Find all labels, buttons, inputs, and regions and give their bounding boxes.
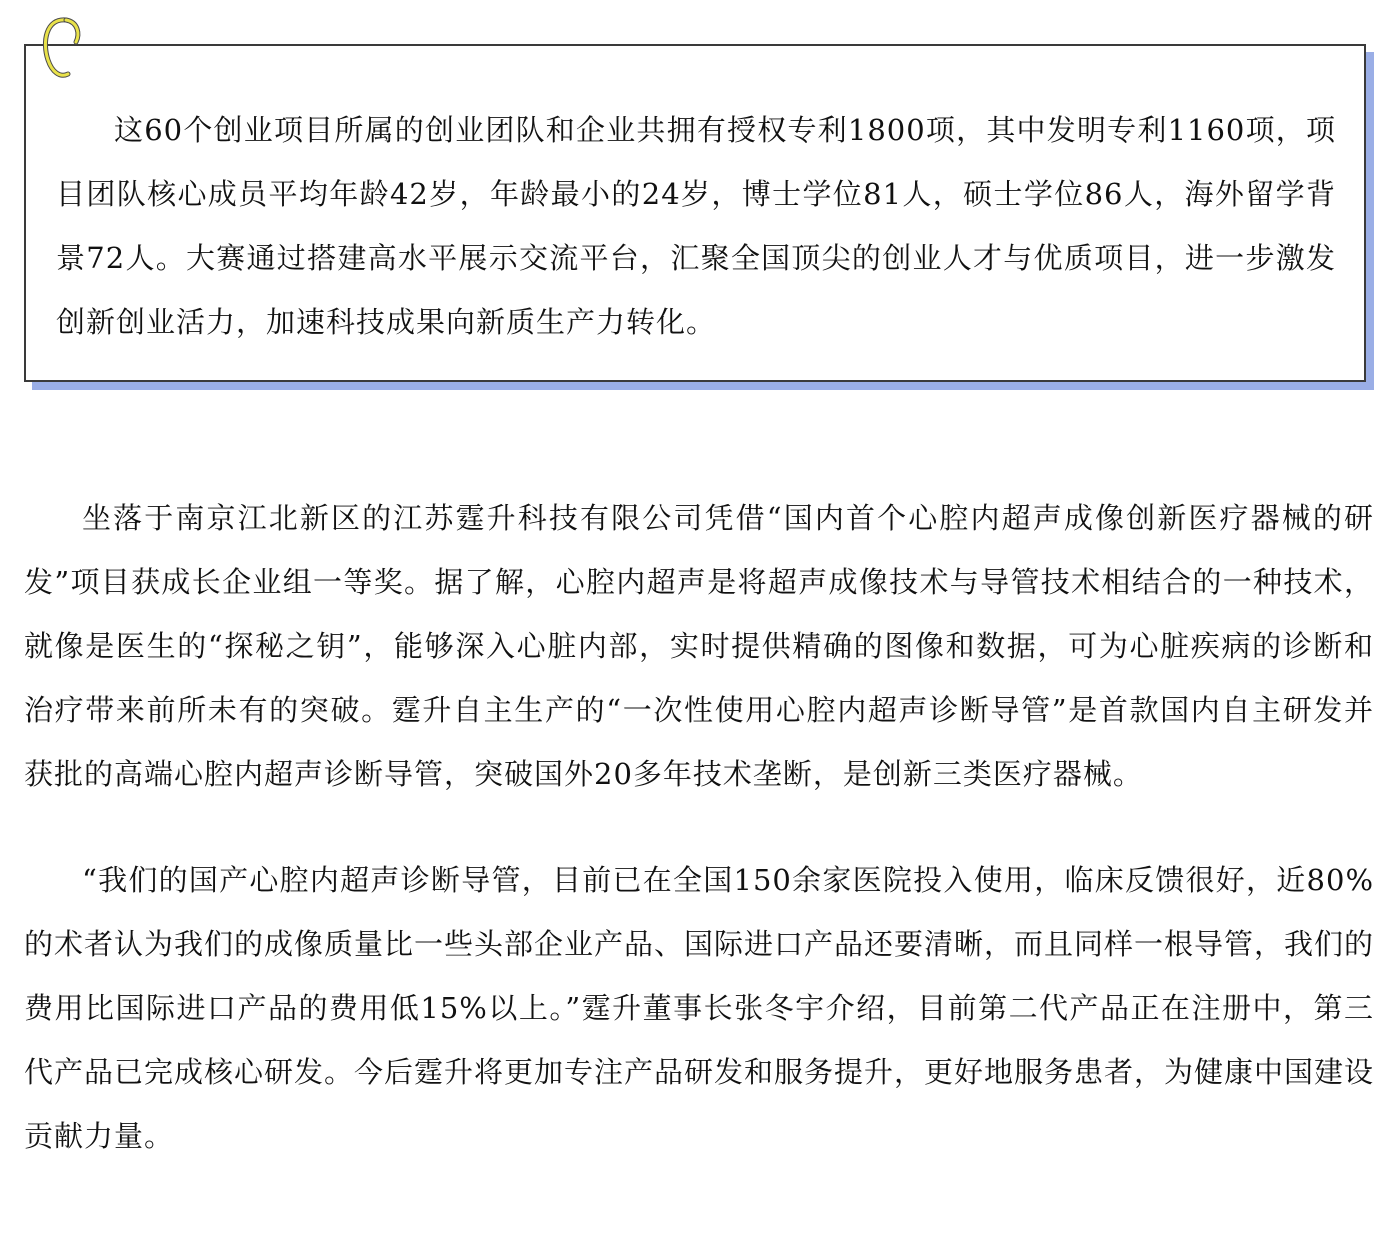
paperclip-icon: [38, 12, 86, 84]
article-paragraph: “我们的国产心腔内超声诊断导管，目前已在全国150余家医院投入使用，临床反馈很好，近80%的术者认为我们的成像质量比一些头部企业产品、国际进口产品还要清晰，而且同样一根导管，我们的费用比国际进口产品的费用低15%以上。”霆升董事长张冬宇介绍，目前第二代产品正在注册中，第三代产品已完成核心研发。今后霆升将更加专注产品研发和服务提升，更好地服务患者，为健康中国建设贡献力量。: [24, 863, 1375, 1153]
callout-text: 这60个创业项目所属的创业团队和企业共拥有授权专利1800项，其中发明专利1160项，项目团队核心成员平均年龄42岁，年龄最小的24岁，博士学位81人，硕士学位86人，海外留学背景72人。大赛通过搭建高水平展示交流平台，汇聚全国顶尖的创业人才与优质项目，进一步激发创新创业活力，加速科技成果向新质生产力转化。: [56, 113, 1336, 339]
article-body: [24, 486, 1374, 1210]
article-paragraph: 坐落于南京江北新区的江苏霆升科技有限公司凭借“国内首个心腔内超声成像创新医疗器械的研发”项目获成长企业组一等奖。据了解，心腔内超声是将超声成像技术与导管技术相结合的一种技术，就像是医生的“探秘之钥”，能够深入心脏内部，实时提供精确的图像和数据，可为心脏疾病的诊断和治疗带来前所未有的突破。霆升自主生产的“一次性使用心腔内超声诊断导管”是首款国内自主研发并获批的高端心腔内超声诊断导管，突破国外20多年技术垄断，是创新三类医疗器械。: [24, 501, 1374, 791]
callout-box: [24, 44, 1366, 382]
